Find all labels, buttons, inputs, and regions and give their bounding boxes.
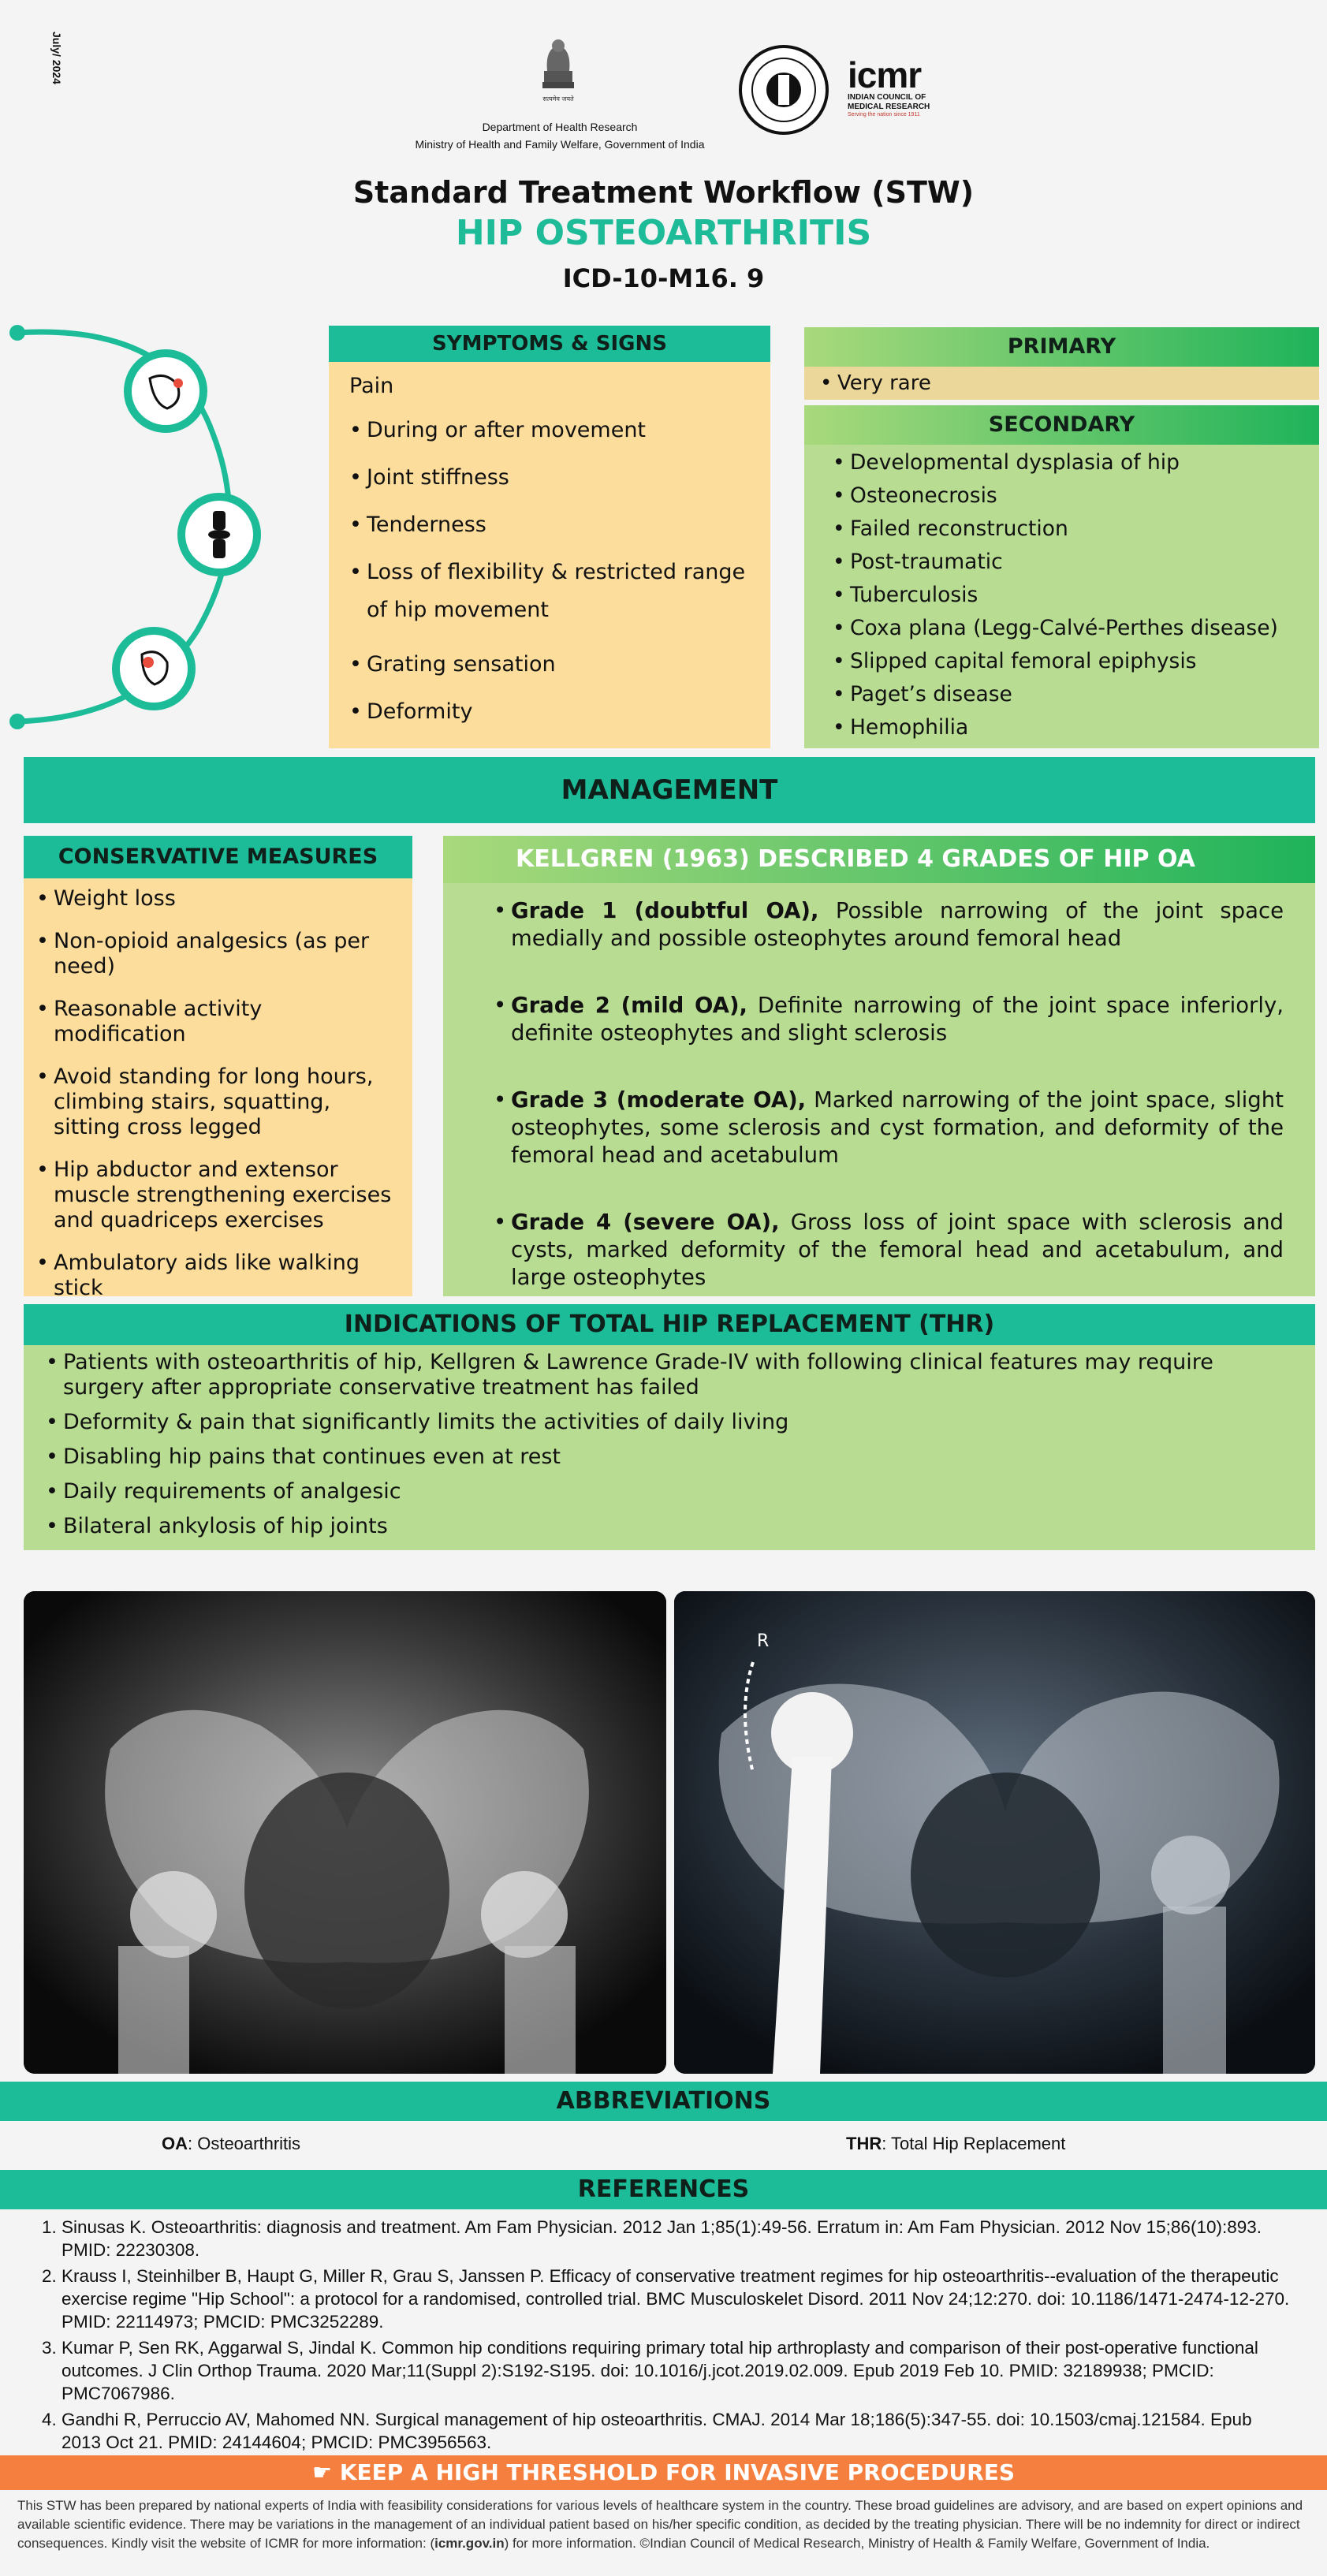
references-header: REFERENCES [0,2170,1327,2209]
list-item: • Post-traumatic [850,546,1319,579]
conservative-box [24,878,412,1300]
xray-hip-osteoarthritis [24,1591,666,2074]
list-item: • Developmental dysplasia of hip [850,446,1319,479]
symptoms-header: SYMPTOMS & SIGNS [329,326,770,362]
list-item: • Joint stiffness [367,466,750,490]
abbreviations-header: ABBREVIATIONS [0,2082,1327,2121]
list-item: • Osteonecrosis [850,479,1319,513]
kellgren-grades-list [511,897,1284,1292]
disclaimer-tail: ) for more information. ©Indian Council of Medical Research, Ministry of Health & Family Welfare, Government of India. [504,2536,1210,2551]
grade-item [511,897,1284,952]
list-item: • Loss of flexibility & restricted range of hip movement [367,554,750,629]
list-item: • Tuberculosis [850,579,1319,612]
symptom-icons-arc [0,315,315,741]
dhr-seal-logo [737,43,830,136]
list-item: • Bilateral ankylosis of hip joints [63,1514,1284,1539]
abbreviation-definition: : Total Hip Replacement [882,2134,1066,2153]
list-item: • During or after movement [367,419,750,442]
national-emblem [527,32,590,110]
abbreviation-definition: : Osteoarthritis [188,2134,301,2153]
icmr-name-line2: MEDICAL RESEARCH [848,103,930,111]
list-item: • Paget’s disease [850,678,1319,711]
knee-joint-icon [181,497,257,572]
icd-code: ICD-10-M16. 9 [562,263,765,293]
secondary-list [850,446,1319,744]
icmr-name-line1: INDIAN COUNCIL OF [848,93,926,102]
references-list [32,2216,1293,2457]
hip-pain-icon [128,353,203,429]
grade-label: Grade 4 (severe OA), [511,1210,780,1235]
grade-text: Gross loss of joint space with sclerosis and cysts, marked deformity of the femoral head and acetabulum, and large osteophytes [511,1210,1284,1290]
list-item: • Tenderness [367,513,750,537]
list-item: • Patients with osteoarthritis of hip, Kellgren & Lawrence Grade-IV with following clinical features may require surgery after appropriate conservative treatment has failed [63,1350,1284,1400]
kellgren-header: KELLGREN (1963) DESCRIBED 4 GRADES OF HIP OA [443,836,1315,883]
grade-label: Grade 1 (doubtful OA), [511,898,819,923]
abbreviation-oa [162,2134,300,2154]
conservative-list [54,886,400,1301]
list-item: • Weight loss [54,886,400,911]
date-label: July/ 2024 [50,32,63,84]
secondary-box [804,445,1319,748]
ministry-name: Ministry of Health and Family Welfare, Government of India [415,138,705,151]
grade-item [511,1209,1284,1292]
icmr-tagline: Serving the nation since 1911 [848,112,920,117]
abbreviation-term: OA [162,2134,188,2153]
disclaimer [17,2496,1310,2553]
grade-label: Grade 3 (moderate OA), [511,1087,807,1113]
joint-pain-icon [116,631,192,706]
grade-item [511,1087,1284,1169]
department-block [347,118,773,153]
thr-list [63,1350,1284,1539]
icmr-wordmark: icmr [848,54,922,95]
reference-item: 1. Sinusas K. Osteoarthritis: diagnosis and treatment. Am Fam Physician. 2012 Jan 1;85(1):49-56. Erratum in: Am Fam Physician. 2012 Nov 15;86(10):893. PMID: 22230308. [62,2216,1293,2261]
primary-box [804,367,1319,400]
abbreviation-term: THR [846,2134,882,2153]
banner-text: KEEP A HIGH THRESHOLD FOR INVASIVE PROCEDURES [339,2459,1016,2485]
grade-text: Definite narrowing of the joint space inferiorly, definite osteophytes and slight sclerosis [511,993,1284,1046]
grade-label: Grade 2 (mild OA), [511,993,747,1018]
abbreviation-thr [846,2134,1065,2154]
secondary-header: SECONDARY [804,405,1319,445]
symptoms-list [349,419,750,724]
list-item: • Reasonable activity modification [54,997,400,1047]
pointing-hand-icon: ☛ [311,2459,333,2485]
grade-text: Marked narrowing of the joint space, slight osteophytes, some sclerosis and cyst formation, and deformity of the femoral head and acetabulum [511,1087,1284,1168]
list-item: • Very rare [837,367,1319,400]
list-item: • Hip abductor and extensor muscle strengthening exercises and quadriceps exercises [54,1158,400,1233]
list-item: • Disabling hip pains that continues even at rest [63,1445,1284,1470]
thr-header: INDICATIONS OF TOTAL HIP REPLACEMENT (THR) [24,1304,1315,1345]
symptoms-box [329,362,770,748]
kellgren-box [443,883,1315,1296]
thr-box [24,1345,1315,1550]
primary-list [837,367,1319,400]
icmr-website-link[interactable]: icmr.gov.in [434,2536,505,2551]
xray-side-marker: R [757,1631,770,1651]
management-header: MANAGEMENT [24,757,1315,823]
list-item: • Avoid standing for long hours, climbing stairs, squatting, sitting cross legged [54,1064,400,1140]
reference-item: 3. Kumar P, Sen RK, Aggarwal S, Jindal K. Common hip conditions requiring primary total hip arthroplasty and comparison of their post-operative functional outcomes. J Clin Orthop Trauma. 2020 Mar;11(Suppl 2):S192-S195. doi: 10.1016/j.jcot.2019.02.009. Epub 2019 Feb 10. PMID: 32189938; PMCID: PMC7067986. [62,2336,1293,2405]
condition-title: HIP OSTEOARTHRITIS [455,213,872,253]
list-item: • Non-opioid analgesics (as per need) [54,929,400,979]
list-item: • Grating sensation [367,653,750,677]
disclaimer-text: This STW has been prepared by national experts of India with feasibility considerations for various levels of healthcare system in the country. These broad guidelines are advisory, and are based on expert opinions and available scientific evidence. There may be variations in the management of an individual patient based on his/her specific condition, as decided by the treating physician. There will be no indemnity for direct or indirect consequences. Kindly visit the website of ICMR for more information: ( [17,2498,1303,2551]
reference-item: 4. Gandhi R, Perruccio AV, Mahomed NN. Surgical management of hip osteoarthritis. CMAJ. 2014 Mar 18;186(5):347-55. doi: 10.1503/cmaj.121584. Epub 2013 Oct 21. PMID: 24144604; PMCID: PMC3956563. [62,2408,1293,2454]
reference-item: 2. Krauss I, Steinhilber B, Haupt G, Miller R, Grau S, Janssen P. Efficacy of conservative treatment regimes for hip osteoarthritis--evaluation of the therapeutic exercise regime "Hip School": a protocol for a randomised, controlled trial. BMC Musculoskelet Disord. 2011 Nov 24;12:270. doi: 10.1186/1471-2474-12-270. PMID: 22114973; PMCID: PMC3252289. [62,2265,1293,2333]
department-name: Department of Health Research [482,121,638,133]
list-item: • Deformity [367,700,750,724]
list-item: • Hemophilia [850,711,1319,744]
list-item: • Deformity & pain that significantly limits the activities of daily living [63,1410,1284,1435]
list-item: • Slipped capital femoral epiphysis [850,645,1319,678]
symptoms-lead: Pain [349,374,394,398]
list-item: • Daily requirements of analgesic [63,1479,1284,1504]
grade-item [511,992,1284,1047]
workflow-title: Standard Treatment Workflow (STW) [352,175,975,210]
grade-text: Possible narrowing of the joint space medially and possible osteophytes around femoral head [511,898,1284,951]
threshold-banner [0,2455,1327,2490]
xray-total-hip-replacement [674,1591,1315,2074]
list-item: • Ambulatory aids like walking stick [54,1251,400,1301]
icmr-logo [848,54,966,128]
emblem-motto: सत्यमेव जयते [542,95,574,103]
conservative-header: CONSERVATIVE MEASURES [24,836,412,878]
list-item: • Failed reconstruction [850,513,1319,546]
primary-header: PRIMARY [804,327,1319,367]
list-item: • Coxa plana (Legg-Calvé-Perthes disease) [850,612,1319,645]
